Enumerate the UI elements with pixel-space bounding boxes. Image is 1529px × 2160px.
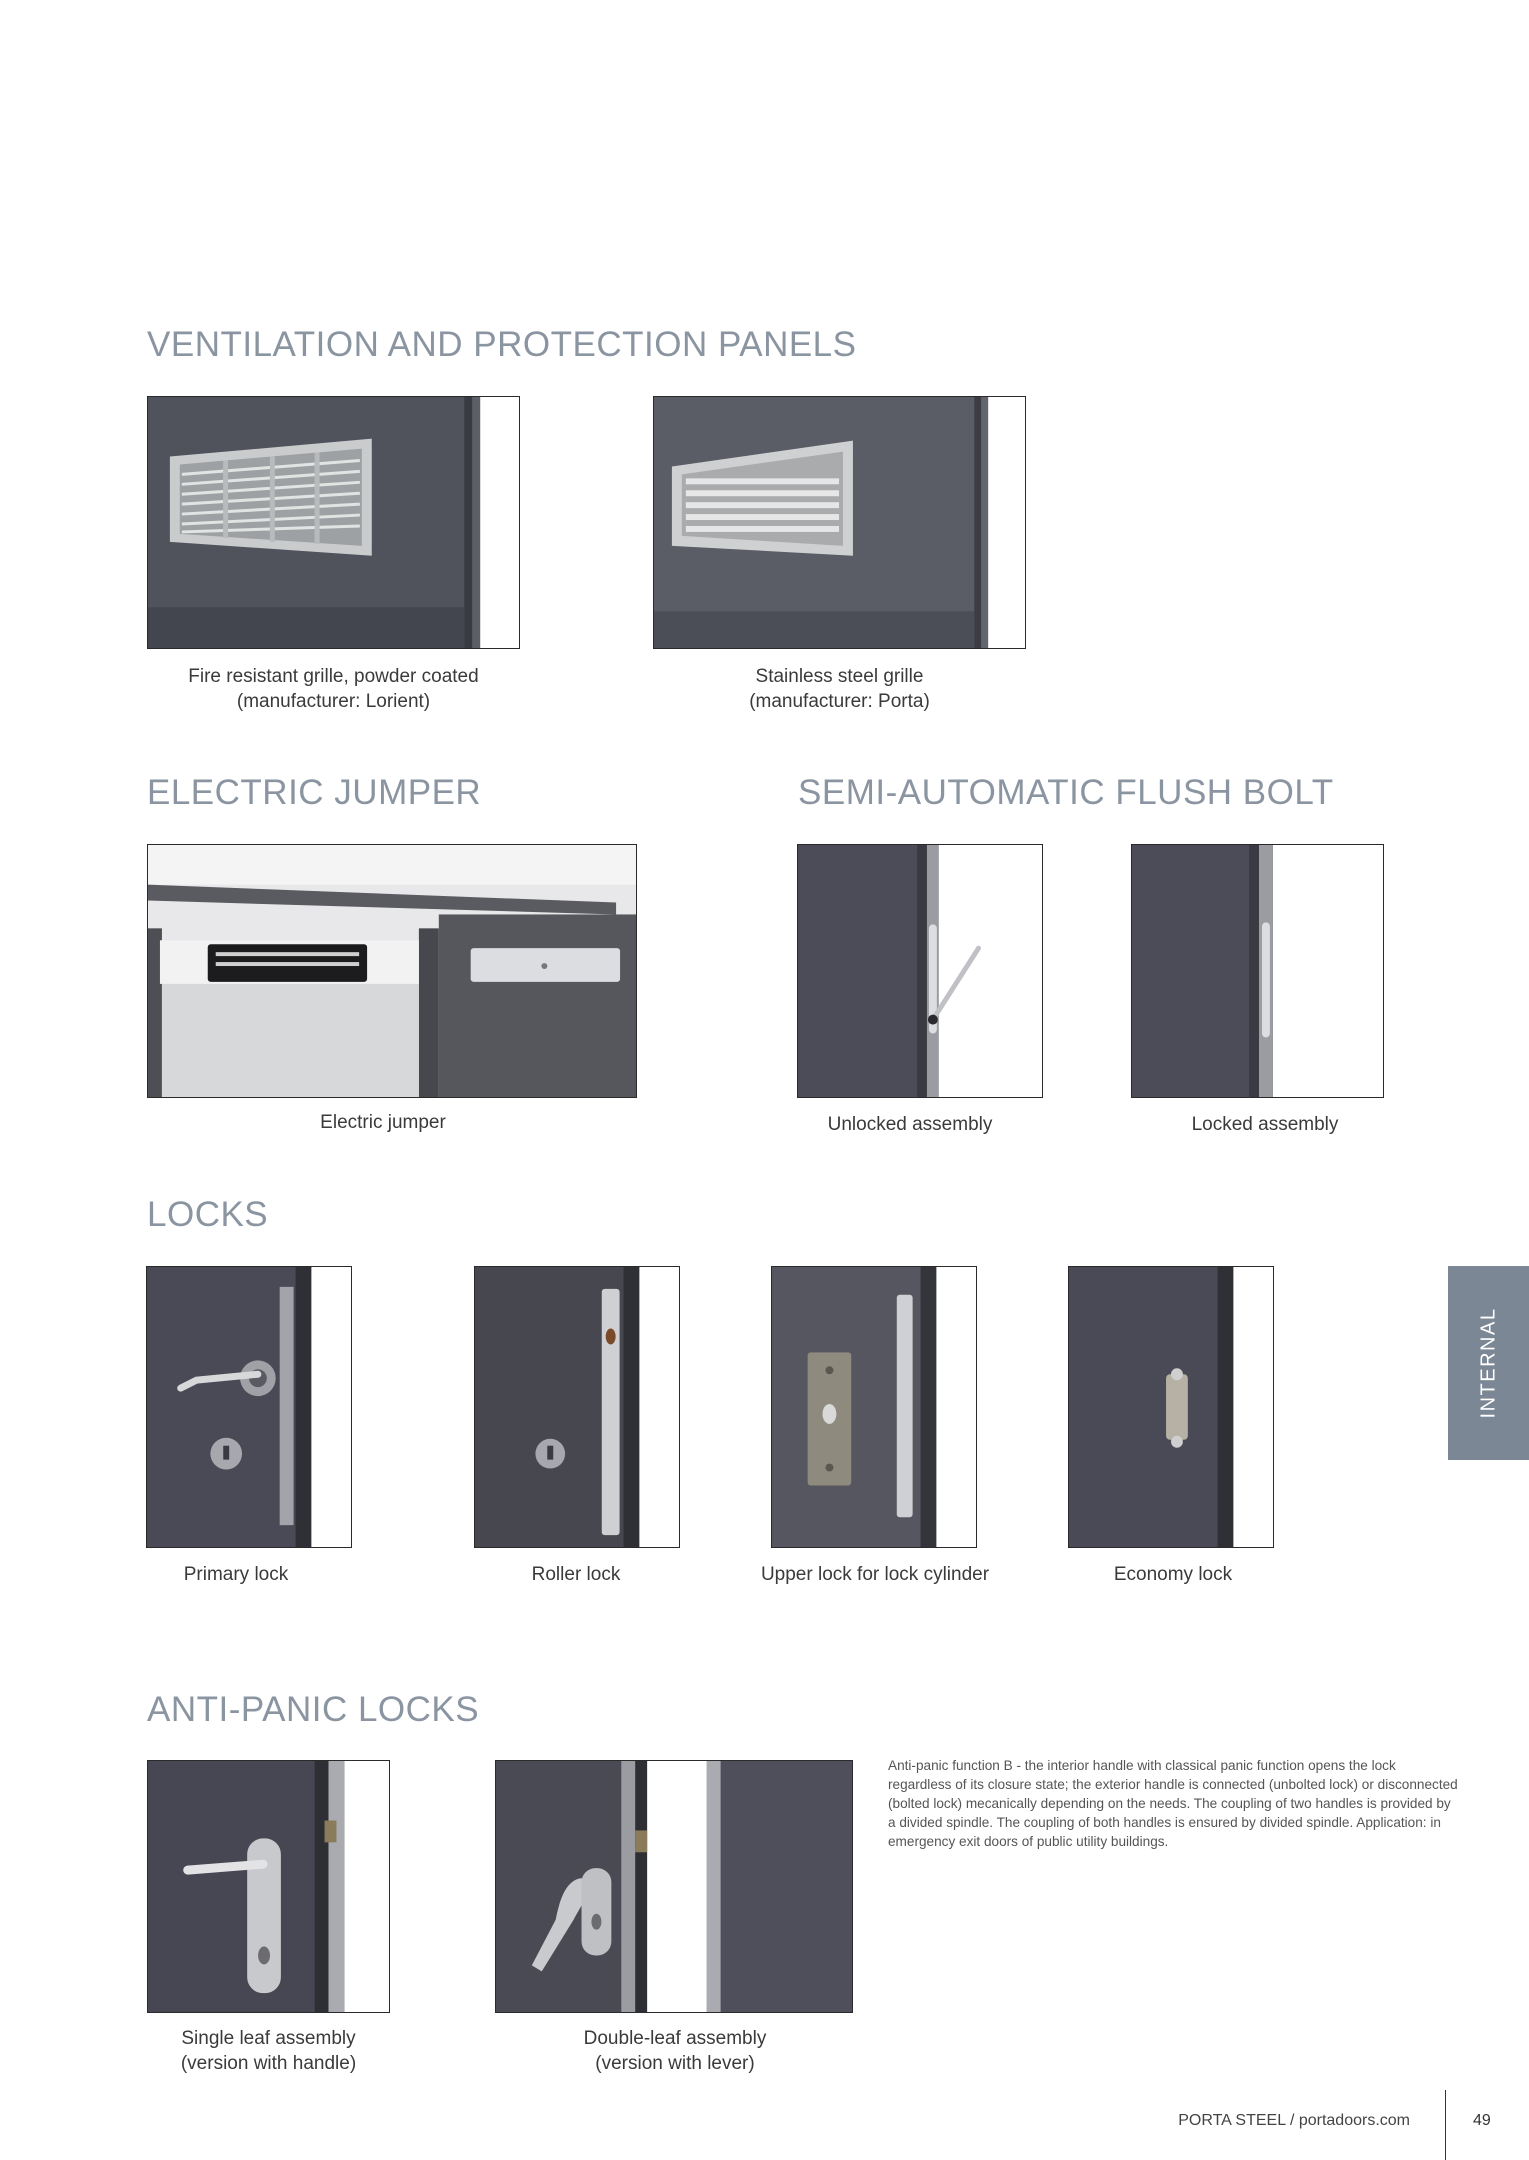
caption-line: Stainless steel grille: [755, 666, 924, 687]
caption-line: (version with handle): [180, 2053, 357, 2074]
anti-panic-description: Anti-panic function B - the interior handle with classical panic function opens the lock regardless of its closure state; the exterior handle is connected (unbolted lock) or disconnected (bolted lock) mecanically depending on the needs. The coupling of two handles is provided by a divided spindle. The coupling of both handles is ensured by divided spindle. Application: in emergency exit doors of public utility buildings.: [888, 1758, 1458, 1849]
page-number: 49: [1473, 2112, 1491, 2129]
unlocked-flush-bolt-photo: [797, 844, 1043, 1098]
roller-lock-photo: [474, 1266, 680, 1548]
footer-divider: [1445, 2090, 1446, 2160]
caption-economy-lock: [1073, 1562, 1273, 1587]
fire-resistant-grille-photo: [147, 396, 520, 649]
caption-line: Upper lock for lock cylinder: [760, 1564, 990, 1585]
section-title-electric-jumper: ELECTRIC JUMPER: [147, 773, 482, 812]
footer-brand: PORTA STEEL / portadoors.com: [1178, 2112, 1410, 2129]
caption-line: Double-leaf assembly: [583, 2028, 767, 2049]
section-title-anti-panic: ANTI-PANIC LOCKS: [147, 1690, 480, 1729]
locked-flush-bolt-photo: [1131, 844, 1384, 1098]
section-title-ventilation: VENTILATION AND PROTECTION PANELS: [147, 325, 857, 364]
primary-lock-photo: [146, 1266, 352, 1548]
economy-lock-photo: [1068, 1266, 1274, 1548]
side-tab-internal: [1448, 1266, 1529, 1460]
caption-line: (version with lever): [595, 2053, 755, 2074]
caption-single-leaf-assembly: [147, 2026, 390, 2076]
caption-line: Fire resistant grille, powder coated: [188, 666, 479, 687]
caption-fire-resistant-grille: [147, 664, 520, 714]
caption-stainless-steel-grille: [653, 664, 1026, 714]
single-leaf-assembly-photo: [147, 1760, 390, 2013]
caption-double-leaf-assembly: [520, 2026, 830, 2076]
stainless-steel-grille-photo: [653, 396, 1026, 649]
caption-line: Roller lock: [531, 1564, 621, 1585]
caption-line: (manufacturer: Porta): [749, 691, 930, 712]
caption-line: Electric jumper: [320, 1112, 446, 1133]
caption-upper-lock: [760, 1562, 990, 1587]
caption-locked-assembly: [1165, 1112, 1365, 1137]
caption-line: Locked assembly: [1191, 1114, 1339, 1135]
section-title-locks: LOCKS: [147, 1195, 269, 1234]
double-leaf-assembly-photo: [495, 1760, 853, 2013]
caption-line: Primary lock: [183, 1564, 289, 1585]
caption-line: Unlocked assembly: [827, 1114, 993, 1135]
caption-roller-lock: [476, 1562, 676, 1587]
upper-lock-photo: [771, 1266, 977, 1548]
caption-line: (manufacturer: Lorient): [236, 691, 431, 712]
section-title-flush-bolt: SEMI-AUTOMATIC FLUSH BOLT: [798, 773, 1334, 812]
caption-primary-lock: [146, 1562, 326, 1587]
electric-jumper-photo: [147, 844, 637, 1098]
caption-unlocked-assembly: [797, 1112, 1023, 1137]
caption-line: Single leaf assembly: [181, 2028, 356, 2049]
side-tab-label: INTERNAL: [1477, 1307, 1499, 1419]
caption-electric-jumper: [147, 1110, 619, 1135]
caption-line: Economy lock: [1113, 1564, 1233, 1585]
